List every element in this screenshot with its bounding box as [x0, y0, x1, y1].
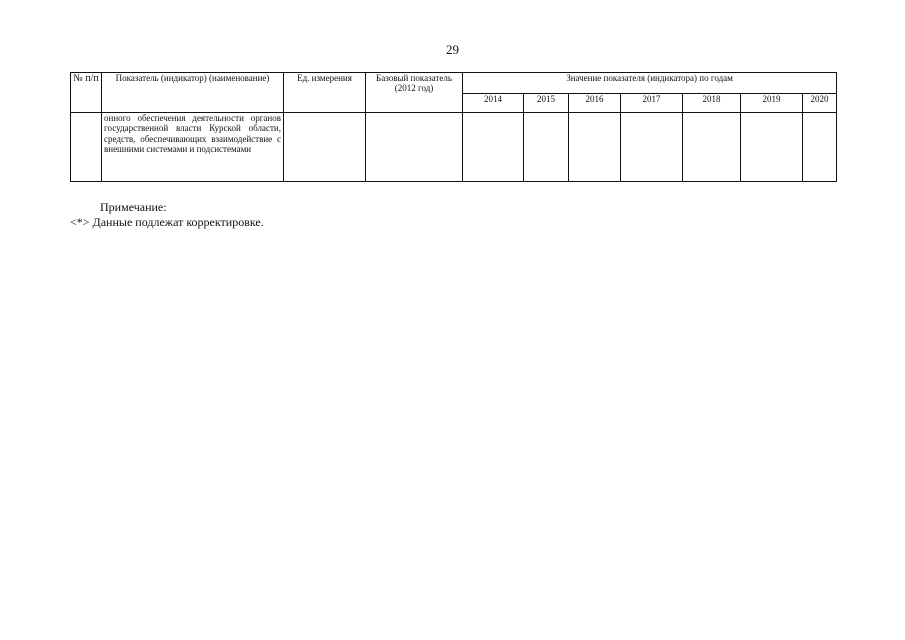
- header-year: 2020: [803, 94, 837, 113]
- page-number: 29: [446, 42, 459, 57]
- cell-year-value: [621, 113, 683, 182]
- header-year: 2017: [621, 94, 683, 113]
- header-year: 2019: [741, 94, 803, 113]
- cell-base-value: [366, 113, 463, 182]
- header-base-value: Базовый показатель (2012 год): [366, 73, 463, 113]
- cell-unit: [284, 113, 366, 182]
- header-year: 2014: [463, 94, 524, 113]
- footnote: [70, 200, 264, 230]
- header-year: 2016: [569, 94, 621, 113]
- cell-year-value: [463, 113, 524, 182]
- cell-year-value: [741, 113, 803, 182]
- table-row: [71, 113, 837, 182]
- footnote-label: Примечание:: [100, 200, 167, 214]
- header-num: № п/п: [71, 73, 102, 113]
- indicators-table: [70, 72, 837, 182]
- cell-num: [71, 113, 102, 182]
- footnote-text: <*> Данные подлежат корректировке.: [70, 215, 264, 229]
- cell-year-value: [683, 113, 741, 182]
- cell-year-value: [569, 113, 621, 182]
- cell-year-value: [803, 113, 837, 182]
- header-unit: Ед. измерения: [284, 73, 366, 113]
- header-year: 2015: [524, 94, 569, 113]
- header-row: [71, 73, 837, 94]
- cell-year-value: [524, 113, 569, 182]
- header-indicator: Показатель (индикатор) (наименование): [102, 73, 284, 113]
- header-years-group: Значение показателя (индикатора) по годам: [463, 73, 837, 94]
- header-year: 2018: [683, 94, 741, 113]
- cell-indicator: онного обеспечения деятельности органов государственной власти Курской области, средств, обеспечивающих взаимодействие с внешними системами и подсистемами: [102, 113, 284, 182]
